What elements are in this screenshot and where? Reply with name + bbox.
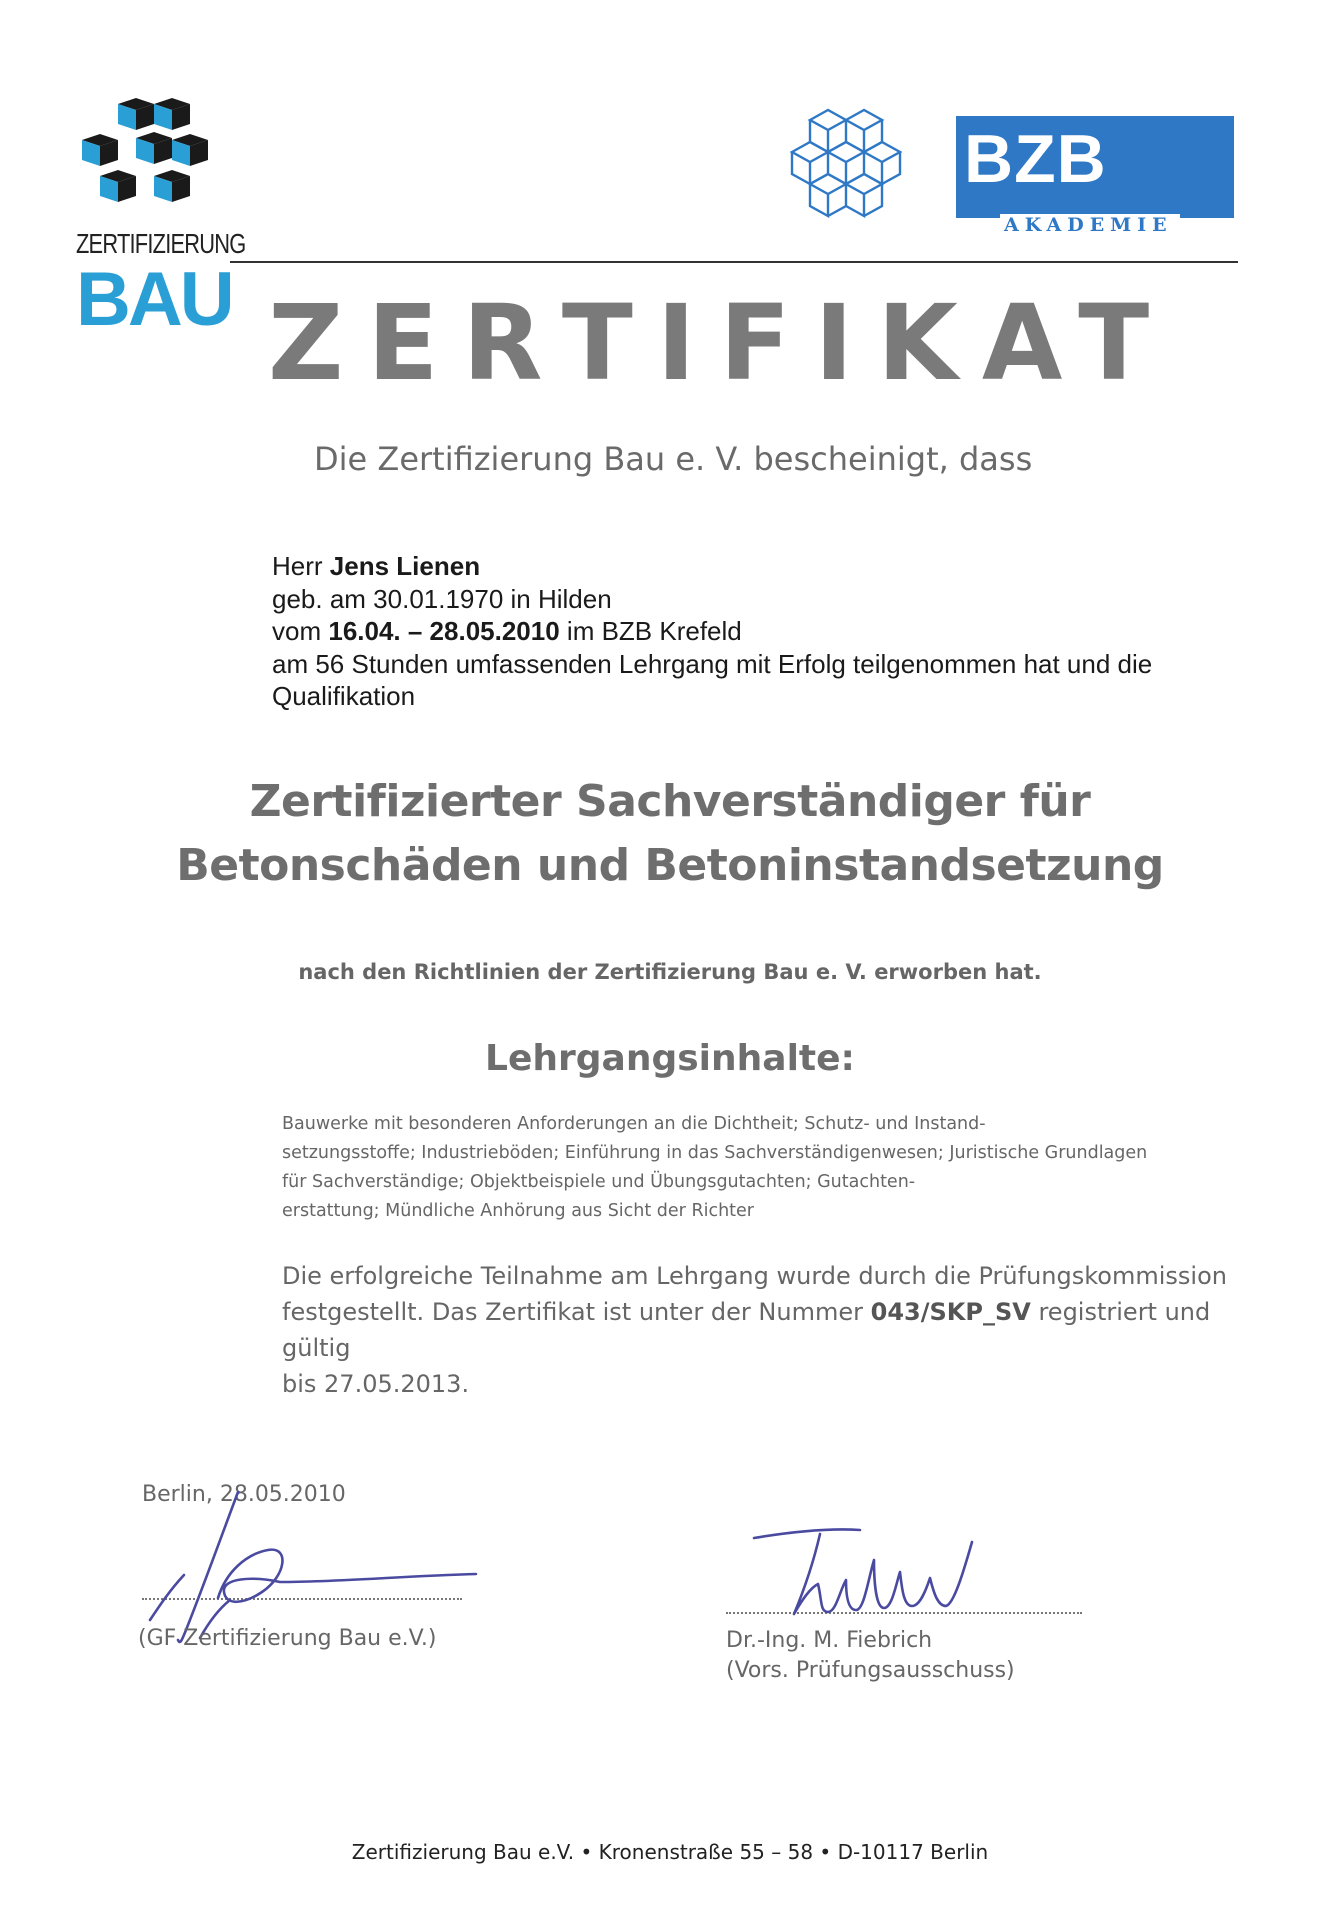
- certificate-number: 043/SKP_SV: [870, 1298, 1031, 1326]
- certificate-intro: Die Zertifizierung Bau e. V. bescheinigt, dass: [314, 440, 1033, 478]
- recipient-block: [272, 550, 1152, 713]
- period-suffix: im BZB Krefeld: [566, 616, 742, 646]
- exam-line-2: [282, 1294, 1242, 1366]
- exam-line-2a: festgestellt. Das Zertifikat ist unter der Nummer: [282, 1298, 863, 1326]
- qualification-title: [150, 770, 1190, 898]
- bzb-wireframe-cube-logo: [784, 106, 914, 234]
- birth-line: geb. am 30.01.1970 in Hilden: [272, 583, 612, 614]
- qualification-line-2: Betonschäden und Betoninstandsetzung: [176, 840, 1164, 891]
- recipient-name-line: [272, 550, 1152, 583]
- exam-statement: [282, 1258, 1242, 1402]
- cube-pattern: [82, 98, 208, 202]
- period-line: [272, 615, 1152, 648]
- course-contents: [282, 1110, 1222, 1226]
- contents-line: erstattung; Mündliche Anhörung aus Sicht der Richter: [282, 1201, 754, 1221]
- course-line-2: Qualifikation: [272, 681, 416, 711]
- bzb-logo-text: BZB: [964, 121, 1107, 197]
- logo-text-zertifizierung: ZERTIFIZIERUNG: [76, 228, 246, 259]
- salutation: Herr: [272, 551, 323, 581]
- signature-left-caption: (GF Zertifizierung Bau e.V.): [138, 1626, 437, 1651]
- signature-right-caption: [726, 1626, 1015, 1686]
- exam-line-1: Die erfolgreiche Teilnahme am Lehrgang wurde durch die Prüfungskommission: [282, 1262, 1227, 1290]
- contents-line: für Sachverständige; Objektbeispiele und Übungsgutachten; Gutachten-: [282, 1172, 916, 1192]
- footer-address: Zertifizierung Bau e.V. • Kronenstraße 55 – 58 • D-10117 Berlin: [351, 1840, 989, 1864]
- signatory-name: Dr.-Ing. M. Fiebrich: [726, 1628, 933, 1653]
- header-rule: [230, 261, 1238, 263]
- qualification-line-1: Zertifizierter Sachverständiger für: [249, 776, 1091, 827]
- guidelines-line: nach den Richtlinien der Zertifizierung Bau e. V. erworben hat.: [298, 960, 1042, 984]
- course-contents-heading: Lehrgangsinhalte:: [485, 1038, 855, 1079]
- exam-line-2b: registriert und gültig: [282, 1298, 1211, 1362]
- wireframe-cubes: [792, 110, 900, 216]
- exam-line-3: bis 27.05.2013.: [282, 1370, 470, 1398]
- signature-right-handwritten: [750, 1520, 1030, 1630]
- signatory-role: (Vors. Prüfungsausschuss): [726, 1658, 1015, 1683]
- course-line: am 56 Stunden umfassenden Lehrgang mit Erfolg teilgenommen hat und die: [272, 648, 1153, 679]
- course-period: 16.04. – 28.05.2010: [328, 616, 560, 646]
- contents-line: Bauwerke mit besonderen Anforderungen an die Dichtheit; Schutz- und Instand-: [282, 1114, 986, 1134]
- akademie-text: AKADEMIE: [1004, 214, 1173, 236]
- certificate-title: ZERTIFIKAT: [268, 282, 1174, 404]
- zertifizierung-bau-cube-logo: [78, 98, 208, 228]
- place-date: Berlin, 28.05.2010: [142, 1482, 346, 1507]
- contents-line: setzungsstoffe; Industrieböden; Einführung in das Sachverständigenwesen; Juristische Grundlagen: [282, 1143, 1148, 1163]
- period-prefix: vom: [272, 616, 322, 646]
- logo-text-bau: BAU: [76, 257, 232, 342]
- recipient-name: Jens Lienen: [329, 551, 481, 581]
